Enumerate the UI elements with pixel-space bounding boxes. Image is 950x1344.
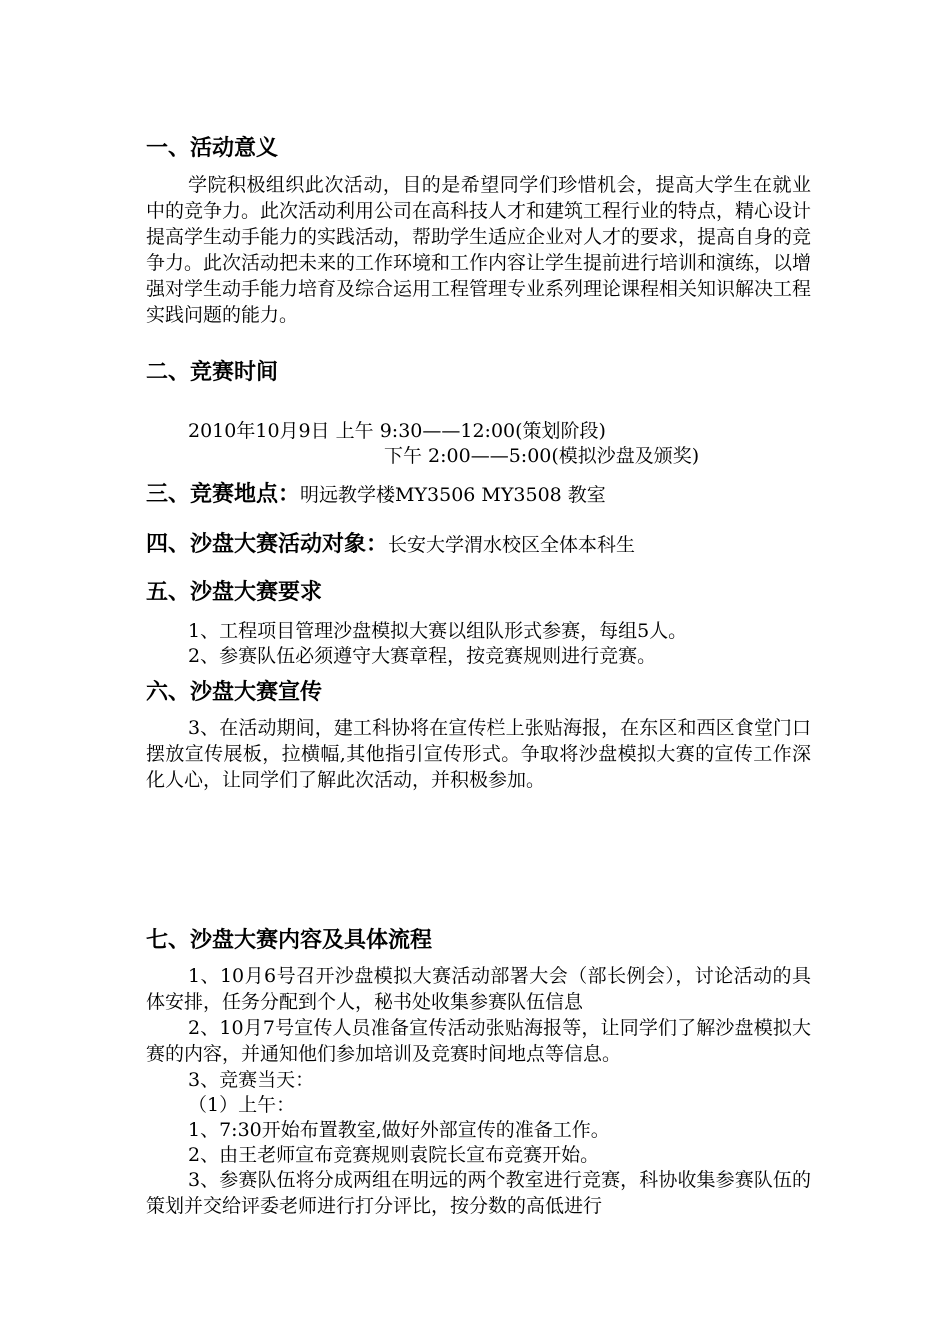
process-morning-item-3: 3、参赛队伍将分成两组在明远的两个教室进行竞赛，科协收集参赛队伍的策划并交给评委老师进行打分评比，按分数的高低进行: [146, 1169, 811, 1217]
requirement-item-2: 2、参赛队伍必须遵守大赛章程，按竞赛规则进行竞赛。: [188, 645, 657, 667]
heading-requirements: 五、沙盘大赛要求: [146, 580, 323, 605]
paragraph-publicity: 3、在活动期间，建工科协将在宣传栏上张贴海报，在东区和西区食堂门口摆放宣传展板，拉横幅,其他指引宣传形式。争取将沙盘模拟大赛的宣传工作深化人心，让同学们了解此次活动，并积极参加。: [146, 717, 811, 791]
heading-competition-venue: [146, 480, 606, 510]
process-morning-item-2: 2、由王老师宣布竞赛规则袁院长宣布竞赛开始。: [188, 1144, 600, 1166]
venue-label: 三、竞赛地点：: [146, 482, 301, 507]
process-morning-label: （1）上午：: [188, 1094, 296, 1116]
heading-competition-time: 二、竞赛时间: [146, 360, 279, 385]
heading-process: 七、沙盘大赛内容及具体流程: [146, 928, 433, 953]
competition-time-afternoon: 下午 2:00——5:00(模拟沙盘及颁奖): [384, 445, 700, 467]
audience-value: 长安大学渭水校区全体本科生: [388, 534, 636, 556]
requirement-item-1: 1、工程项目管理沙盘模拟大赛以组队形式参赛，每组5人。: [188, 620, 688, 642]
heading-activity-significance: 一、活动意义: [146, 136, 279, 161]
heading-publicity: 六、沙盘大赛宣传: [146, 680, 323, 705]
process-step-3: 3、竞赛当天：: [188, 1069, 315, 1091]
heading-target-audience: [146, 530, 635, 560]
process-step-1: 1、10月6号召开沙盘模拟大赛活动部署大会（部长例会），讨论活动的具体安排，任务分配到个人，秘书处收集参赛队伍信息: [146, 965, 811, 1013]
paragraph-activity-significance: 学院积极组织此次活动，目的是希望同学们珍惜机会，提高大学生在就业中的竞争力。此次活动利用公司在高科技人才和建筑工程行业的特点，精心设计提高学生动手能力的实践活动，帮助学生适应企业对人才的要求，提高自身的竞争力。此次活动把未来的工作环境和工作内容让学生提前进行培训和演练，以增强对学生动手能力培育及综合运用工程管理专业系列理论课程相关知识解决工程实践问题的能力。: [146, 174, 812, 326]
competition-time-morning: 2010年10月9日 上午 9:30——12:00(策划阶段): [188, 420, 606, 442]
process-morning-item-1: 1、7:30开始布置教室,做好外部宣传的准备工作。: [188, 1119, 610, 1141]
venue-value: 明远教学楼MY3506 MY3508 教室: [300, 484, 606, 506]
process-step-2: 2、10月7号宣传人员准备宣传活动张贴海报等，让同学们了解沙盘模拟大赛的内容，并通知他们参加培训及竞赛时间地点等信息。: [146, 1017, 811, 1065]
audience-label: 四、沙盘大赛活动对象：: [146, 532, 389, 557]
